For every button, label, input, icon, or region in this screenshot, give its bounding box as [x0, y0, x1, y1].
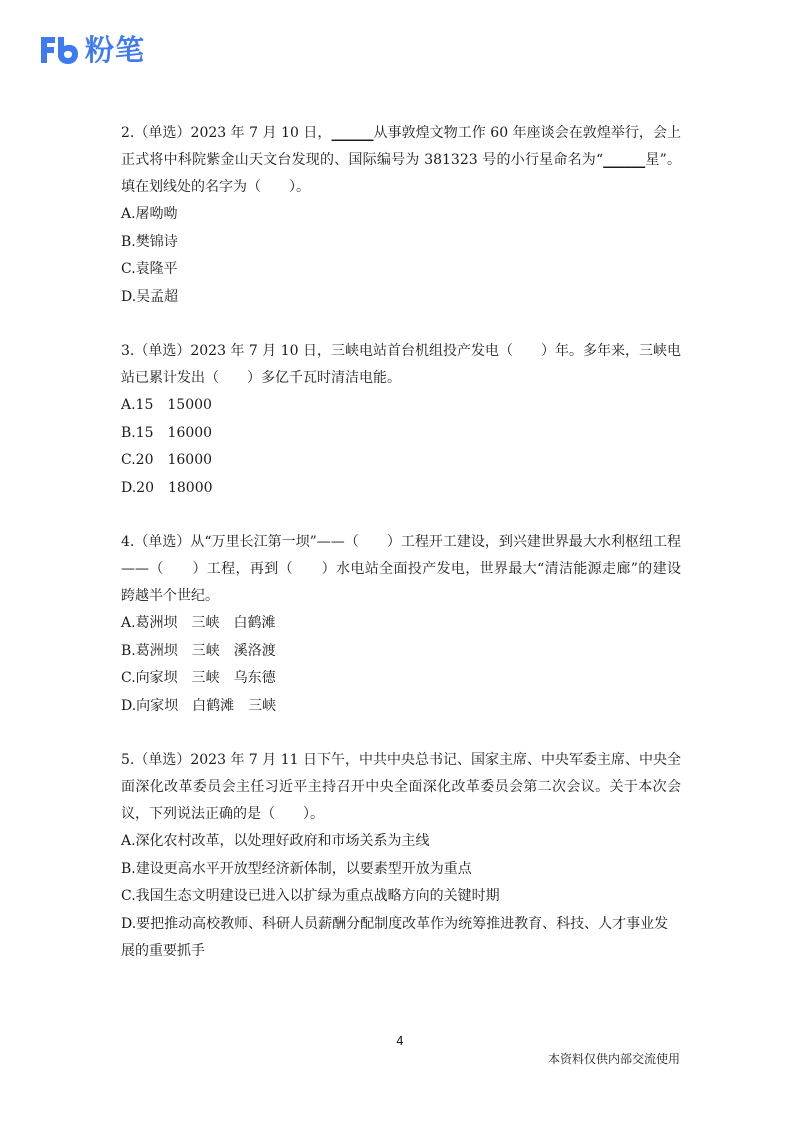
question-2 [121, 120, 681, 311]
option-b: B.建设更高水平开放型经济新体制，以要素型开放为重点 [121, 860, 472, 877]
option-d: D.要把推动高校教师、科研人员薪酬分配制度改革作为统筹推进教育、科技、人才事业发展的重要抓手 [121, 915, 669, 959]
brand-logo [37, 34, 145, 66]
brand-name: 粉笔 [85, 33, 146, 67]
question-stem: 2.（单选）2023 年 7 月 10 日，______从事敦煌文物工作 60 年座谈会在敦煌举行，会上正式将中科院紫金山天文台发现的、国际编号为 381323 号的小行星命名为“______星”。填在划线处的名字为（ ）。 [121, 120, 681, 201]
option-b: B.葛洲坝 三峡 溪洛渡 [121, 642, 276, 659]
question-3 [121, 338, 681, 502]
page-number: 4 [396, 1034, 404, 1048]
question-5 [121, 747, 681, 966]
footer-note: 本资料仅供内部交流使用 [547, 1052, 680, 1066]
option-b: B.15 16000 [121, 424, 213, 441]
option-c: C.袁隆平 [121, 261, 178, 277]
question-list [121, 120, 681, 993]
option-b: B.樊锦诗 [121, 233, 178, 250]
option-d: D.20 18000 [121, 479, 213, 496]
question-stem: 5.（单选）2023 年 7 月 11 日下午，中共中央总书记、国家主席、中央军委主席、中央全面深化改革委员会主任习近平主持召开中央全面深化改革委员会第二次会议。关于本次会议，下列说法正确的是（ ）。 [121, 752, 681, 822]
question-stem: 3.（单选）2023 年 7 月 10 日，三峡电站首台机组投产发电（ ）年。多年来，三峡电站已累计发出（ ）多亿千瓦时清洁电能。 [121, 343, 681, 386]
question-stem: 4.（单选）从“万里长江第一坝”——（ ）工程开工建设，到兴建世界最大水利枢纽工程——（ ）工程，再到（ ）水电站全面投产发电，世界最大“清洁能源走廊”的建设跨越半个世纪。 [121, 534, 681, 604]
option-a: A.屠呦呦 [121, 206, 178, 222]
option-c: C.我国生态文明建设已进入以扩绿为重点战略方向的关键时期 [121, 888, 500, 904]
option-c: C.向家坝 三峡 乌东德 [121, 670, 276, 686]
option-a: A.深化农村改革，以处理好政府和市场关系为主线 [121, 833, 430, 849]
fb-logo-icon [37, 35, 79, 65]
option-d: D.吴孟超 [121, 288, 179, 305]
option-d: D.向家坝 白鹤滩 三峡 [121, 697, 277, 714]
option-a: A.15 15000 [121, 397, 212, 413]
answer-blank: ______ [331, 125, 374, 141]
question-4 [121, 529, 681, 720]
option-a: A.葛洲坝 三峡 白鹤滩 [121, 615, 276, 631]
answer-blank: ______ [603, 152, 646, 168]
option-c: C.20 16000 [121, 452, 213, 468]
